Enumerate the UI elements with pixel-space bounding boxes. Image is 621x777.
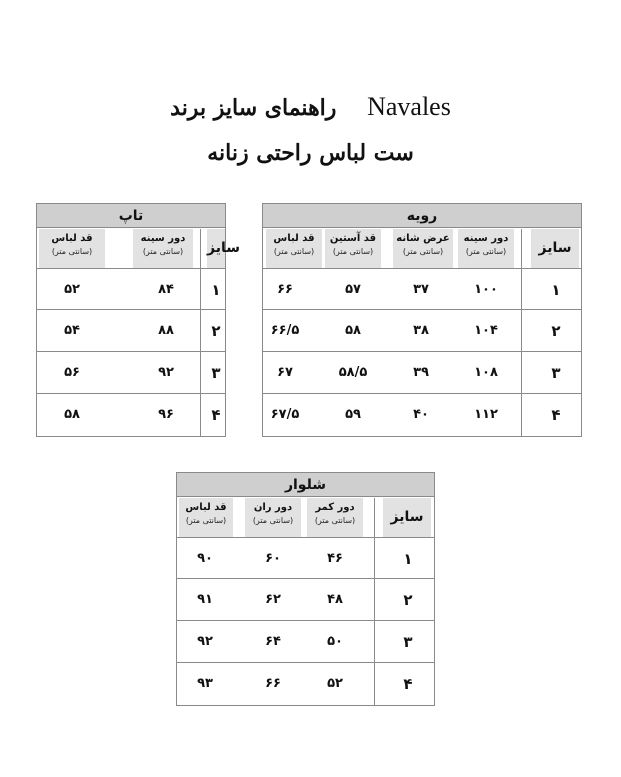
pants-cell: ۴۶ — [327, 551, 343, 566]
robe-cell: ۵۹ — [345, 407, 361, 422]
pants-cell: ۹۳ — [197, 676, 213, 691]
pants-cell: ۶۲ — [265, 592, 281, 607]
robe-size-header: سایز — [531, 229, 579, 268]
pants-cell: ۶۰ — [265, 551, 281, 566]
pants-cell: ۵۲ — [327, 676, 343, 691]
header-divider — [177, 537, 434, 538]
pants-cell: ۹۱ — [197, 592, 213, 607]
robe-cell: ۵۷ — [345, 282, 361, 297]
pants-row-size: ۳ — [403, 633, 413, 651]
robe-cell: ۶۷ — [277, 365, 293, 380]
robe-row-size: ۳ — [551, 364, 561, 382]
top-table-title: تاپ — [37, 204, 225, 228]
title-text: راهنمای سایز برند — [170, 95, 337, 121]
page-subtitle: ست لباس راحتی زنانه — [207, 140, 414, 166]
pants-cell: ۵۰ — [327, 634, 343, 649]
robe-cell: ۳۹ — [413, 365, 429, 380]
top-cell: ۹۲ — [158, 365, 174, 380]
page-title — [0, 92, 621, 122]
row-divider — [263, 393, 581, 394]
robe-row-size: ۴ — [551, 406, 561, 424]
top-col-header-length: قد لباس (سانتی متر) — [39, 229, 105, 268]
robe-cell: ۵۸/۵ — [338, 365, 368, 380]
top-size-header: سایز — [207, 229, 225, 268]
top-row-size: ۳ — [211, 364, 221, 382]
robe-cell: ۶۶/۵ — [270, 323, 300, 338]
pants-row-size: ۱ — [403, 550, 413, 568]
pants-cell: ۹۰ — [197, 551, 213, 566]
pants-row-size: ۲ — [403, 591, 413, 609]
pants-col-header-length: قد لباس (سانتی متر) — [179, 498, 233, 537]
row-divider — [177, 662, 434, 663]
header-divider — [37, 268, 225, 269]
pants-cell: ۶۴ — [265, 634, 281, 649]
top-row-size: ۱ — [211, 281, 221, 299]
robe-col-header-chest: دور سینه (سانتی متر) — [458, 229, 514, 268]
brand-name: Navales — [367, 92, 451, 121]
row-divider — [263, 309, 581, 310]
header-divider — [263, 268, 581, 269]
top-col-header-chest: دور سینه (سانتی متر) — [133, 229, 193, 268]
top-cell: ۸۸ — [158, 323, 174, 338]
robe-cell: ۱۰۸ — [474, 365, 498, 380]
pants-col-header-thigh: دور ران (سانتی متر) — [245, 498, 301, 537]
robe-row-size: ۱ — [551, 281, 561, 299]
robe-col-header-sleeve: قد آستین (سانتی متر) — [325, 229, 381, 268]
robe-table-title: رویه — [263, 204, 581, 228]
pants-size-header: سایز — [383, 498, 431, 537]
pants-size-table — [176, 472, 435, 706]
row-divider — [37, 351, 225, 352]
top-size-table — [36, 203, 240, 437]
row-divider — [177, 578, 434, 579]
top-row-size: ۲ — [211, 322, 221, 340]
robe-size-table — [262, 203, 582, 437]
top-cell: ۵۴ — [64, 323, 80, 338]
robe-col-header-length: قد لباس (سانتی متر) — [266, 229, 322, 268]
pants-table-title: شلوار — [177, 473, 434, 497]
pants-cell: ۹۲ — [197, 634, 213, 649]
robe-cell: ۶۶ — [277, 282, 293, 297]
pants-cell: ۶۶ — [265, 676, 281, 691]
robe-cell: ۴۰ — [413, 407, 429, 422]
pants-cell: ۴۸ — [327, 592, 343, 607]
top-cell: ۸۴ — [158, 282, 174, 297]
top-row-size: ۴ — [211, 406, 221, 424]
pants-row-size: ۴ — [403, 675, 413, 693]
robe-cell: ۱۰۰ — [474, 282, 498, 297]
robe-col-header-shoulder: عرض شانه (سانتی متر) — [393, 229, 453, 268]
row-divider — [37, 309, 225, 310]
row-divider — [263, 351, 581, 352]
pants-col-header-waist: دور کمر (سانتی متر) — [307, 498, 363, 537]
robe-cell: ۱۱۲ — [474, 407, 498, 422]
row-divider — [177, 620, 434, 621]
top-cell: ۵۲ — [64, 282, 80, 297]
top-cell: ۹۶ — [158, 407, 174, 422]
robe-cell: ۶۷/۵ — [270, 407, 300, 422]
robe-cell: ۱۰۴ — [474, 323, 498, 338]
row-divider — [37, 393, 225, 394]
robe-row-size: ۲ — [551, 322, 561, 340]
top-cell: ۵۶ — [64, 365, 80, 380]
robe-cell: ۵۸ — [345, 323, 361, 338]
robe-cell: ۳۸ — [413, 323, 429, 338]
robe-cell: ۳۷ — [413, 282, 429, 297]
top-cell: ۵۸ — [64, 407, 80, 422]
